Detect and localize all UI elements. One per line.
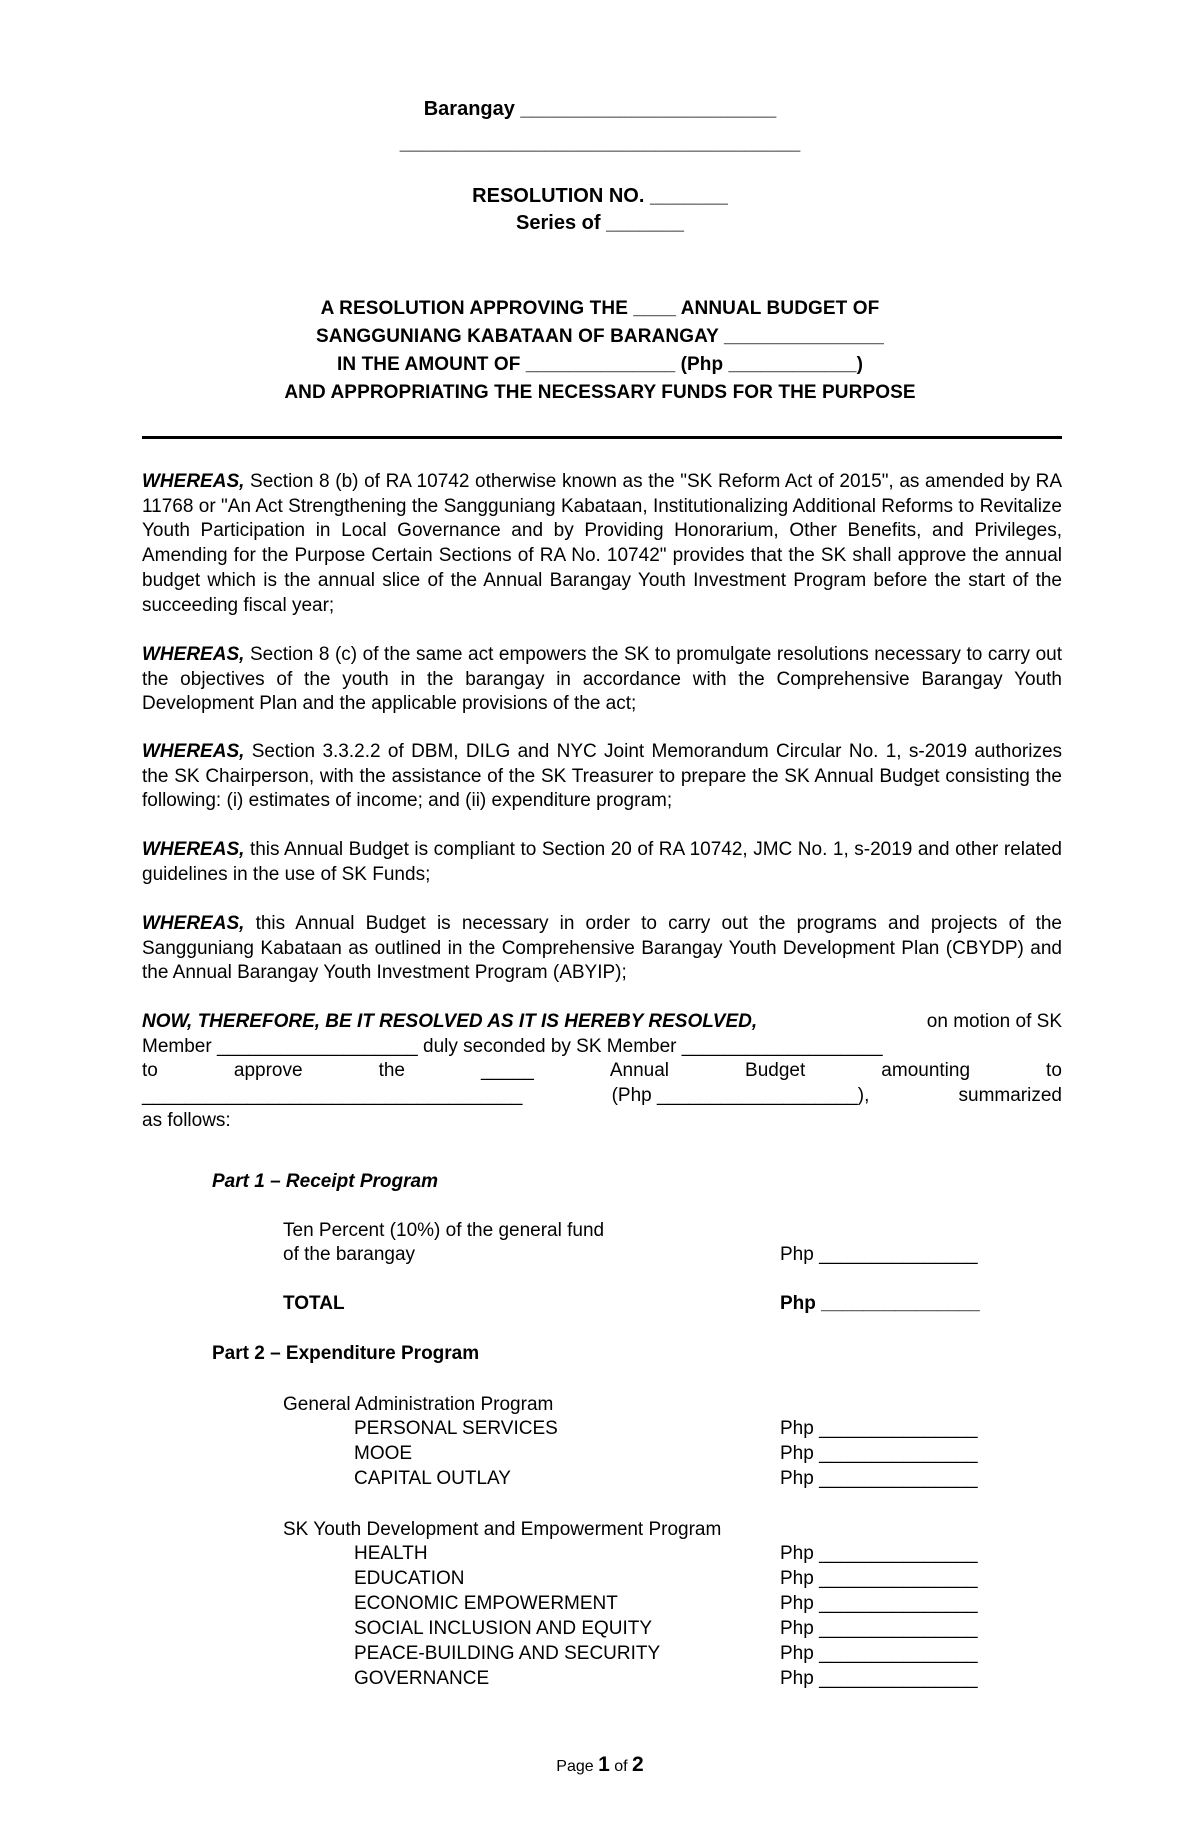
gap-item-amount: Php _______________ (780, 1468, 978, 1489)
part1-item-line-1: Ten Percent (10%) of the general fund (283, 1220, 605, 1241)
resolved-line-1-rest: on motion of SK (926, 1011, 1062, 1032)
resolved-word: the (378, 1060, 405, 1082)
sk-item-label: ECONOMIC EMPOWERMENT (354, 1593, 618, 1614)
resolved-word: approve (233, 1060, 303, 1082)
amount-in-words-blank: ____________________________________ (142, 1085, 523, 1107)
gap-item-label: PERSONAL SERVICES (354, 1418, 558, 1439)
resolved-line-5: as follows: (142, 1109, 231, 1131)
title-line-4: AND APPROPRIATING THE NECESSARY FUNDS FOR THE PURPOSE (284, 382, 916, 403)
resolved-lead: NOW, THEREFORE, BE IT RESOLVED AS IT IS HEREBY RESOLVED, (142, 1011, 758, 1032)
resolved-word: _____ (481, 1060, 534, 1082)
whereas-clause-5 (142, 912, 1062, 986)
blank-line: ____________________________________ (399, 132, 801, 154)
sk-item-amount: Php _______________ (780, 1643, 978, 1664)
whereas-text: Section 8 (c) of the same act empowers the SK to promulgate resolutions necessary to carry out the objectives of the youth in the barangay in accordance with the Comprehensive Barangay Youth Development Plan and the applicable provisions of the act; (142, 644, 1062, 715)
sk-item-amount: Php _______________ (780, 1568, 978, 1589)
whereas-clause-1 (142, 470, 1062, 618)
resolved-line-1 (142, 1010, 1062, 1035)
of-word: of (614, 1758, 628, 1775)
page-number: 1 (598, 1753, 610, 1776)
whereas-lead: WHEREAS, (142, 644, 245, 665)
resolved-word: to (142, 1060, 158, 1082)
whereas-lead: WHEREAS, (142, 839, 245, 860)
general-admin-heading: General Administration Program (283, 1394, 554, 1415)
part1-item-amount: Php _______________ (780, 1244, 978, 1265)
resolved-word: Annual (609, 1060, 670, 1082)
page-total: 2 (632, 1753, 644, 1776)
part1-item-line-2: of the barangay (283, 1244, 416, 1265)
sk-item-label: GOVERNANCE (354, 1668, 490, 1689)
title-line-3: IN THE AMOUNT OF ______________ (Php ____________) (336, 354, 863, 375)
sk-item-amount: Php _______________ (780, 1668, 978, 1689)
horizontal-rule (142, 436, 1062, 439)
part1-heading: Part 1 – Receipt Program (212, 1171, 438, 1192)
whereas-text: this Annual Budget is compliant to Section 20 of RA 10742, JMC No. 1, s-2019 and other related guidelines in the use of SK Funds; (142, 839, 1063, 885)
resolved-word: Budget (745, 1060, 806, 1082)
sk-item-amount: Php _______________ (780, 1593, 978, 1614)
whereas-text: this Annual Budget is necessary in order to carry out the programs and projects of the Sangguniang Kabataan as outlined in the Comprehensive Barangay Youth Development Plan (CBYDP) and the Annual Barangay Youth Investment Program (ABYIP); (142, 913, 1063, 984)
part2-heading: Part 2 – Expenditure Program (212, 1343, 480, 1364)
part1-total-label: TOTAL (283, 1293, 345, 1314)
resolved-line-4 (142, 1084, 1062, 1109)
gap-item-amount: Php _______________ (780, 1443, 978, 1464)
gap-item-label: MOOE (354, 1443, 413, 1464)
whereas-lead: WHEREAS, (142, 913, 245, 934)
gap-item-amount: Php _______________ (780, 1418, 978, 1439)
whereas-text: Section 8 (b) of RA 10742 otherwise known as the "SK Reform Act of 2015", as amended by RA 11768 or "An Act Strengthening the Sangguniang Kabataan, Institutionalizing Additional Reforms to Revitalize Youth Participation in Local Governance and by Providing Honorarium, Other Benefits, and Privileges, Amending for the Purpose Certain Sections of RA No. 10742" provides that the SK shall approve the annual budget which is the annual slice of the Annual Barangay Youth Investment Program before the start of the succeeding fiscal year; (142, 471, 1062, 616)
sk-youth-heading: SK Youth Development and Empowerment Program (283, 1519, 722, 1540)
title-line-2: SANGGUNIANG KABATAAN OF BARANGAY _______________ (316, 326, 884, 347)
part1-total-amount: Php _______________ (780, 1293, 980, 1314)
whereas-clause-4 (142, 838, 1062, 887)
sk-item-label: EDUCATION (354, 1568, 465, 1589)
resolution-number: RESOLUTION NO. _______ (472, 185, 728, 207)
sk-item-amount: Php _______________ (780, 1618, 978, 1639)
resolved-line-3 (142, 1059, 1062, 1084)
whereas-clause-3 (142, 740, 1062, 814)
sk-item-amount: Php _______________ (780, 1543, 978, 1564)
gap-item-label: CAPITAL OUTLAY (354, 1468, 511, 1489)
whereas-lead: WHEREAS, (142, 471, 245, 492)
sk-item-label: HEALTH (354, 1543, 428, 1564)
sk-item-label: SOCIAL INCLUSION AND EQUITY (354, 1618, 653, 1639)
title-line-1: A RESOLUTION APPROVING THE ____ ANNUAL BUDGET OF (320, 298, 880, 319)
page-word: Page (556, 1758, 594, 1775)
whereas-clause-2 (142, 643, 1062, 717)
barangay-line: Barangay _______________________ (423, 98, 777, 120)
sk-item-label: PEACE-BUILDING AND SECURITY (354, 1643, 661, 1664)
series-line: Series of _______ (516, 212, 684, 234)
whereas-lead: WHEREAS, (142, 741, 245, 762)
resolved-clause (142, 1010, 1062, 1134)
resolved-word: to (1046, 1060, 1062, 1082)
page-footer (0, 1753, 1200, 1777)
resolved-line-2: Member ___________________ duly seconded by SK Member ___________________ (142, 1035, 883, 1057)
resolved-word: summarized (958, 1085, 1062, 1107)
whereas-text: Section 3.3.2.2 of DBM, DILG and NYC Joint Memorandum Circular No. 1, s-2019 authorizes the SK Chairperson, with the assistance of the SK Treasurer to prepare the SK Annual Budget consisting the following: (i) estimates of income; and (ii) expenditure program; (142, 741, 1063, 812)
resolved-word: amounting (881, 1060, 971, 1082)
amount-php-blank: (Php ___________________), (611, 1085, 870, 1107)
